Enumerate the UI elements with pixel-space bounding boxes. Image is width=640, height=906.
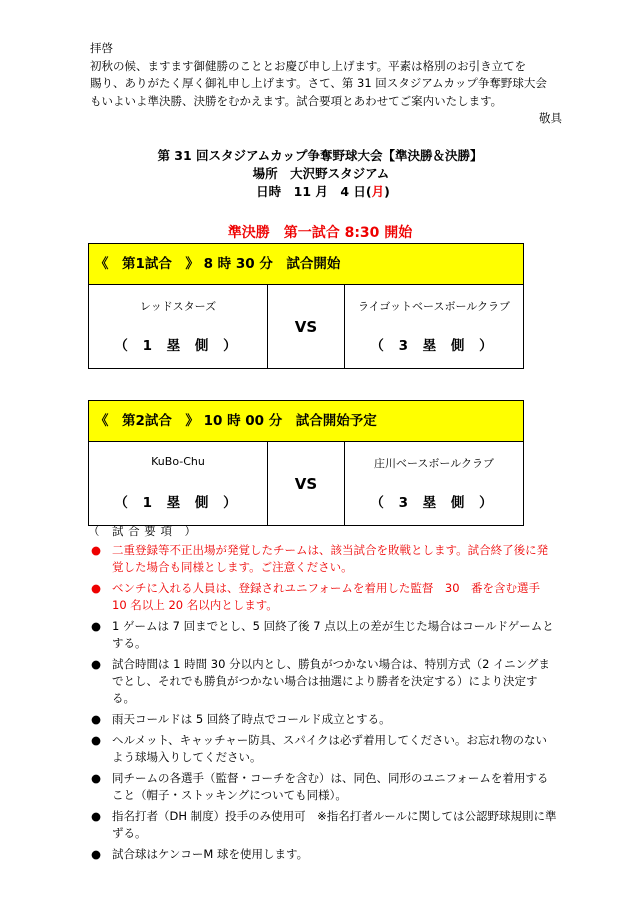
team-name: ライゴットベースボールクラブ xyxy=(357,300,511,313)
base-side: （ 3 塁 側 ） xyxy=(370,338,498,354)
bullet-icon: ● xyxy=(91,733,102,747)
rules-section xyxy=(88,523,558,867)
event-header xyxy=(0,147,640,201)
semifinal-heading: 準決勝 第一試合 8:30 開始 xyxy=(227,225,413,241)
rule-item xyxy=(88,542,558,576)
greeting-closing: 敬具 xyxy=(539,111,562,125)
greeting-section xyxy=(90,40,562,128)
bullet-icon: ● xyxy=(91,543,102,557)
match-table-1 xyxy=(88,243,524,369)
rule-item xyxy=(88,656,558,707)
event-date-prefix: 日時 11 月 4 日( xyxy=(256,184,372,199)
rule-text: 1 ゲームは 7 回までとし、5 回終了後 7 点以上の差が生じた場合はコールドゲームとする。 xyxy=(112,619,554,650)
rule-text: 同チームの各選手（監督・コーチを含む）は、同色、同形のユニフォームを着用すること（帽子・ストッキングについても同様）。 xyxy=(112,771,549,802)
bullet-icon: ● xyxy=(91,619,102,633)
rule-text: ヘルメット、キャッチャー防具、スパイクは必ず着用してください。お忘れ物のないよう球場入りしてください。 xyxy=(112,733,548,764)
event-date-suffix: ) xyxy=(384,184,390,199)
team-name: 庄川ベースボールクラブ xyxy=(373,457,494,470)
greeting-line: 初秋の候、ますます御健勝のこととお慶び申し上げます。平素は格別のお引き立てを xyxy=(90,58,527,73)
match-header: 《 第1試合 》 8 時 30 分 試合開始 xyxy=(89,244,523,285)
rule-item xyxy=(88,808,558,842)
rule-item xyxy=(88,580,558,614)
match-body xyxy=(89,285,523,368)
event-date xyxy=(0,183,640,201)
match-table-2 xyxy=(88,400,524,526)
team-name: KuBo-Chu xyxy=(151,455,205,468)
event-venue: 場所 大沢野スタジアム xyxy=(252,166,390,181)
rules-title: （ 試 合 要 項 ） xyxy=(88,524,197,538)
team-cell-right xyxy=(345,285,523,368)
greeting-line: 賜り、ありがたく厚く御礼申し上げます。さて、第 31 回スタジアムカップ争奪野球大会 xyxy=(90,76,547,90)
bullet-icon: ● xyxy=(91,657,102,671)
rule-text: ベンチに入れる人員は、登録されユニフォームを着用した監督 30 番を含む選手 10 名以上 20 名以内とします。 xyxy=(112,581,541,612)
bullet-icon: ● xyxy=(91,809,102,823)
base-side: （ 1 塁 側 ） xyxy=(114,338,242,354)
bullet-icon: ● xyxy=(91,847,102,861)
rule-item xyxy=(88,770,558,804)
rule-item xyxy=(88,618,558,652)
event-date-weekday: 月 xyxy=(371,184,385,199)
base-side: （ 1 塁 側 ） xyxy=(114,495,242,511)
greeting-opening: 拝啓 xyxy=(90,41,113,55)
greeting-line: もいよいよ準決勝、決勝をむかえます。試合要項とあわせてご案内いたします。 xyxy=(90,93,503,108)
team-cell-right xyxy=(345,442,523,525)
rule-text: 試合球はケンコーM 球を使用します。 xyxy=(112,847,309,861)
team-cell-left xyxy=(89,442,267,525)
vs-label: VS xyxy=(267,442,345,525)
rule-text: 指名打者（DH 制度）投手のみ使用可 ※指名打者ルールに関しては公認野球規則に準ずる。 xyxy=(112,809,557,840)
match-header: 《 第2試合 》 10 時 00 分 試合開始予定 xyxy=(89,401,523,442)
bullet-icon: ● xyxy=(91,712,102,726)
team-cell-left xyxy=(89,285,267,368)
rule-item xyxy=(88,846,558,863)
rule-item xyxy=(88,732,558,766)
rule-text: 雨天コールドは 5 回終了時点でコールド成立とする。 xyxy=(112,712,391,726)
bullet-icon: ● xyxy=(91,771,102,785)
rule-text: 二重登録等不正出場が発覚したチームは、該当試合を敗戦とします。試合終了後に発覚した場合も同様とします。ご注意ください。 xyxy=(112,543,549,574)
match-body xyxy=(89,442,523,525)
vs-label: VS xyxy=(267,285,345,368)
team-name: レッドスターズ xyxy=(139,300,217,313)
rule-item xyxy=(88,711,558,728)
event-title: 第 31 回スタジアムカップ争奪野球大会【準決勝＆決勝】 xyxy=(157,148,483,163)
bullet-icon: ● xyxy=(91,581,102,595)
base-side: （ 3 塁 側 ） xyxy=(370,495,498,511)
rule-text: 試合時間は 1 時間 30 分以内とし、勝負がつかない場合は、特別方式（2 イニングまでとし、それでも勝負がつかない場合は抽選により勝者を決定する）により決定する。 xyxy=(112,657,550,705)
